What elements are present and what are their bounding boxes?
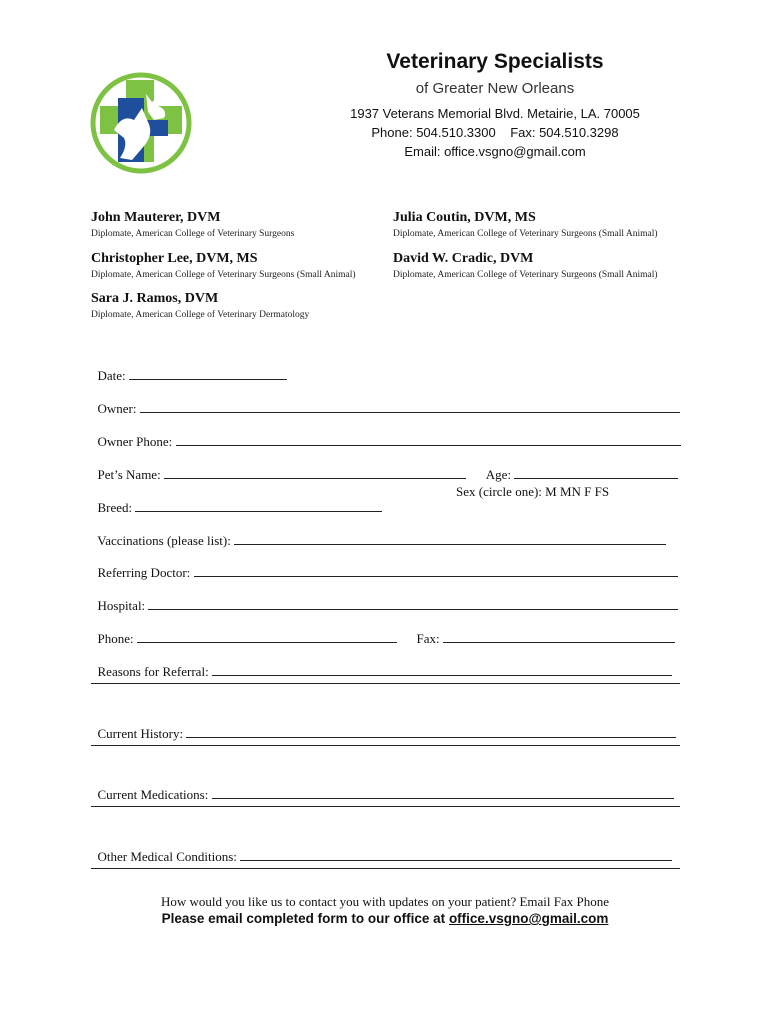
doctor-name: David W. Cradic, DVM — [393, 251, 534, 266]
owner-phone-line[interactable] — [176, 434, 681, 446]
medications-extra-line[interactable] — [91, 806, 680, 807]
hospital-field[interactable] — [91, 582, 678, 614]
clinic-name: Veterinary Specialists — [386, 50, 604, 73]
history-label: Current History: — [97, 726, 184, 741]
medications-line[interactable] — [212, 787, 674, 799]
referring-doctor-label: Referring Doctor: — [97, 565, 191, 580]
vaccinations-field[interactable] — [91, 517, 666, 549]
owner-label: Owner: — [97, 401, 137, 416]
history-line[interactable] — [186, 726, 676, 738]
doctor-name: Sara J. Ramos, DVM — [91, 291, 219, 306]
doctor-name: Christopher Lee, DVM, MS — [91, 251, 258, 266]
doctor-credential: Diplomate, American College of Veterinary Surgeons — [91, 229, 295, 239]
vaccinations-label: Vaccinations (please list): — [97, 533, 231, 548]
medications-label: Current Medications: — [97, 787, 209, 802]
owner-phone-label: Owner Phone: — [97, 434, 173, 449]
doctor-credential: Diplomate, American College of Veterinary Dermatology — [91, 310, 310, 320]
hospital-label: Hospital: — [97, 598, 146, 613]
doctor-credential: Diplomate, American College of Veterinary Surgeons (Small Animal) — [393, 270, 658, 280]
date-label: Date: — [97, 368, 126, 383]
reasons-line[interactable] — [212, 664, 672, 676]
submission-instruction — [0, 911, 770, 926]
doctor-entry — [393, 251, 658, 280]
doctor-entry — [91, 291, 309, 320]
clinic-logo — [88, 70, 194, 176]
owner-phone-field[interactable] — [91, 418, 681, 450]
doctor-entry — [393, 210, 658, 239]
fax-line[interactable] — [443, 631, 675, 643]
owner-field[interactable] — [91, 385, 680, 417]
doctor-name: Julia Coutin, DVM, MS — [393, 210, 536, 225]
doctor-credential: Diplomate, American College of Veterinary Surgeons (Small Animal) — [393, 229, 658, 239]
reasons-extra-line[interactable] — [91, 683, 680, 684]
pets-name-field[interactable] — [91, 451, 466, 483]
clinic-address: 1937 Veterans Memorial Blvd. Metairie, LA. 70005 — [350, 106, 640, 121]
doctor-entry — [91, 210, 294, 239]
office-email-link[interactable]: office.vsgno@gmail.com — [448, 911, 609, 926]
clinic-subtitle: of Greater New Orleans — [415, 80, 575, 97]
hospital-line[interactable] — [148, 598, 678, 610]
doctor-name: John Mauterer, DVM — [91, 210, 221, 225]
reasons-field[interactable] — [91, 648, 672, 680]
clinic-fax: Fax: 504.510.3298 — [510, 125, 619, 140]
contact-preference-text: How would you like us to contact you with updates on your patient? Email Fax Phone — [160, 894, 610, 909]
clinic-phone-fax — [250, 125, 740, 140]
pets-name-line[interactable] — [164, 467, 466, 479]
breed-label: Breed: — [97, 500, 133, 515]
clinic-phone: Phone: 504.510.3300 — [371, 125, 496, 140]
age-label: Age: — [485, 467, 512, 482]
phone-line[interactable] — [137, 631, 397, 643]
medications-field[interactable] — [91, 771, 674, 803]
instruction-text: Please email completed form to our office at — [161, 911, 446, 926]
vaccinations-line[interactable] — [234, 533, 666, 545]
age-field[interactable] — [480, 451, 678, 483]
sex-field[interactable]: Sex (circle one): M MN F FS — [456, 484, 610, 499]
age-line[interactable] — [514, 467, 678, 479]
date-field[interactable] — [91, 352, 287, 384]
date-line[interactable] — [129, 368, 287, 380]
doctor-entry — [91, 251, 356, 280]
clinic-email: Email: office.vsgno@gmail.com — [404, 144, 586, 159]
breed-field[interactable] — [91, 484, 382, 516]
other-conditions-extra-line[interactable] — [91, 868, 680, 869]
fax-field[interactable] — [410, 615, 675, 647]
breed-line[interactable] — [135, 500, 382, 512]
reasons-label: Reasons for Referral: — [97, 664, 209, 679]
pets-name-label: Pet’s Name: — [97, 467, 161, 482]
doctor-credential: Diplomate, American College of Veterinary Surgeons (Small Animal) — [91, 270, 356, 280]
referring-doctor-line[interactable] — [194, 565, 678, 577]
phone-field[interactable] — [91, 615, 397, 647]
other-conditions-line[interactable] — [240, 849, 672, 861]
other-conditions-label: Other Medical Conditions: — [97, 849, 237, 864]
referring-doctor-field[interactable] — [91, 549, 678, 581]
owner-line[interactable] — [140, 401, 680, 413]
history-extra-line[interactable] — [91, 745, 680, 746]
other-conditions-field[interactable] — [91, 833, 672, 865]
phone-label: Phone: — [97, 631, 134, 646]
history-field[interactable] — [91, 710, 676, 742]
fax-label: Fax: — [416, 631, 440, 646]
